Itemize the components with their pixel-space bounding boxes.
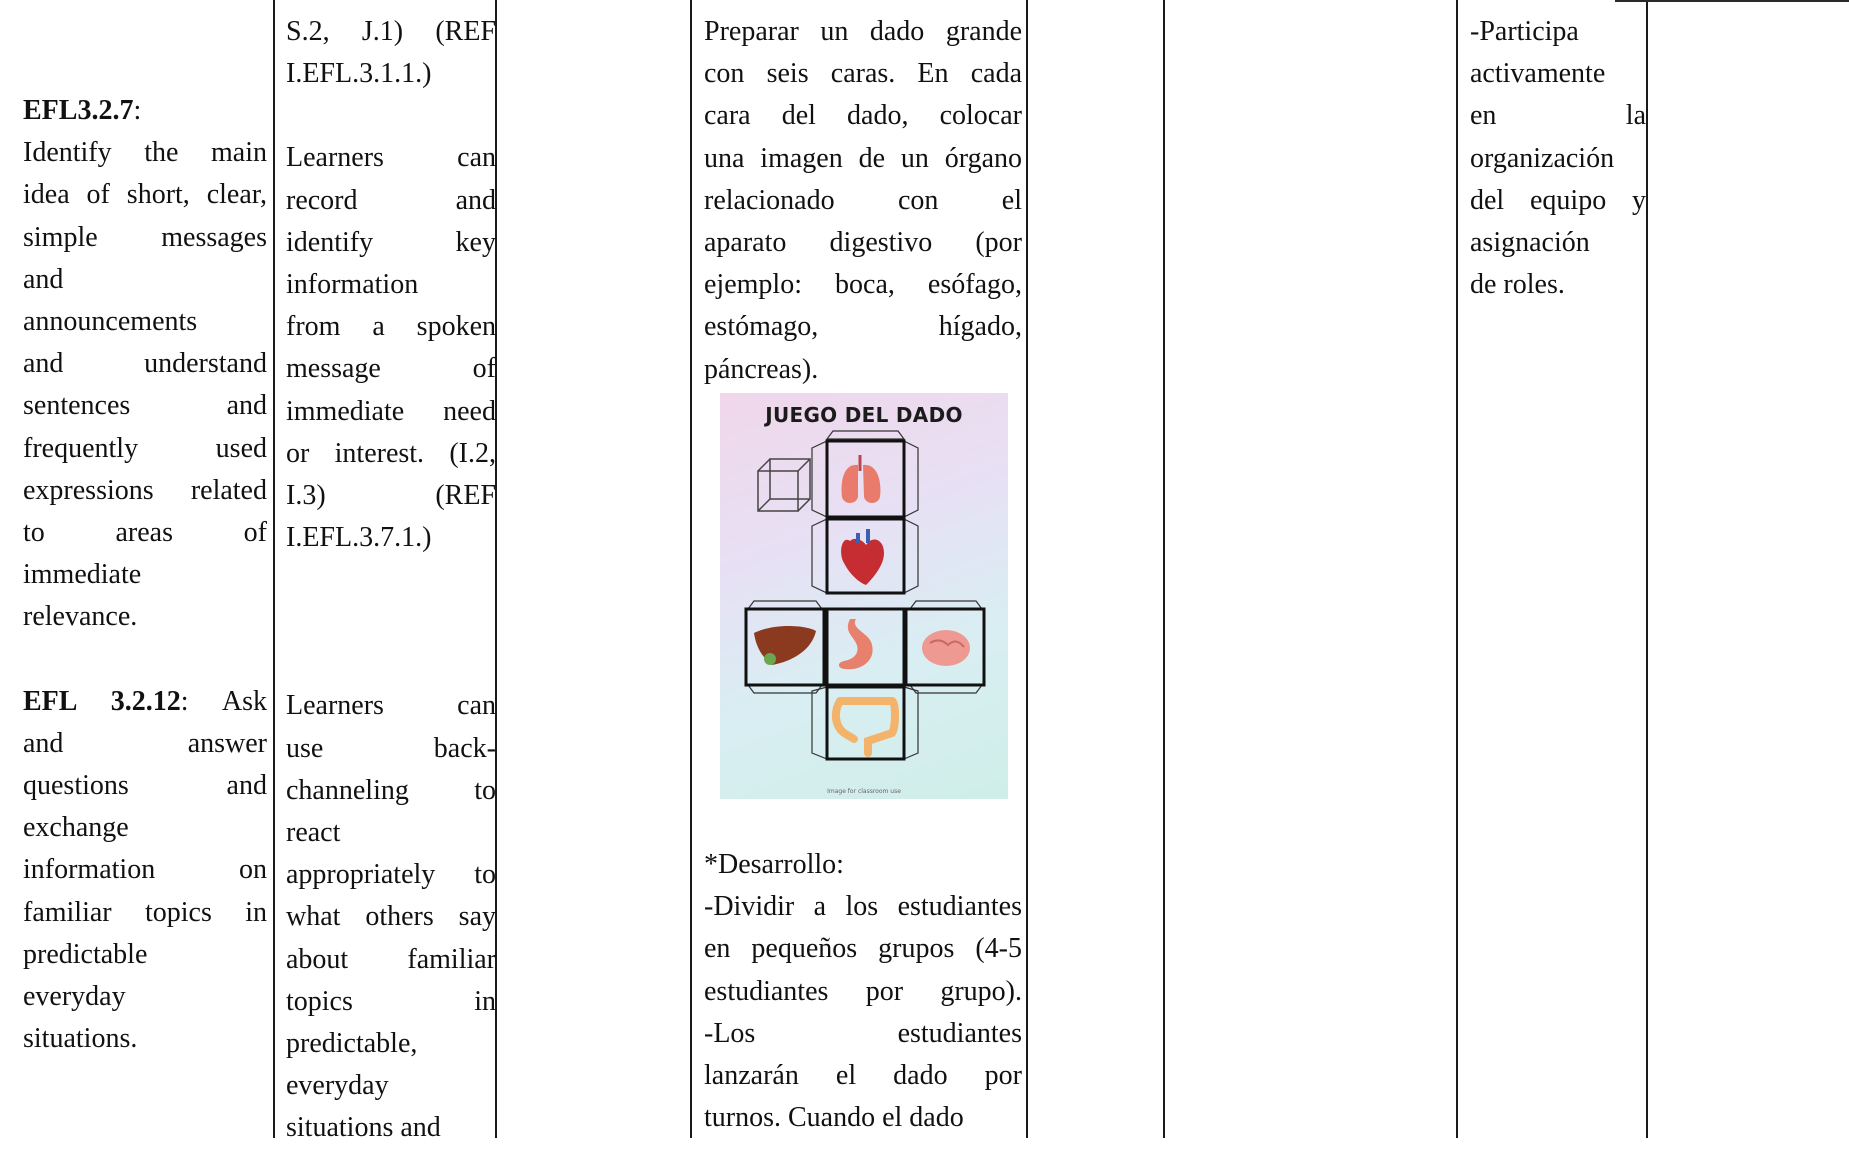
text-line: estudiantes por grupo). <box>704 975 1022 1007</box>
text-line: idea of short, clear, <box>23 179 267 211</box>
text-line: aparato digestivo (por <box>704 227 1022 259</box>
text-line: to areas of <box>23 517 267 549</box>
column-divider <box>1163 0 1165 1138</box>
heart-icon <box>841 529 884 585</box>
text-line: questions and <box>23 770 267 802</box>
text-line: react <box>286 817 341 849</box>
text-line: -Los estudiantes <box>704 1017 1022 1049</box>
text-line: turnos. Cuando el dado <box>704 1102 964 1134</box>
text-line: relevance. <box>23 601 138 633</box>
text-line: I.EFL.3.1.1.) <box>286 58 432 90</box>
text-line: everyday <box>286 1070 389 1102</box>
text-line: lanzarán el dado por <box>704 1060 1022 1092</box>
text-line: everyday <box>23 981 126 1013</box>
column-divider <box>1026 0 1028 1138</box>
text-line <box>23 681 267 723</box>
text-line: identify key <box>286 226 496 258</box>
text-line: en la <box>1470 100 1646 132</box>
text-line: estómago, hígado, <box>704 311 1022 343</box>
text-line: and understand <box>23 348 267 380</box>
text-line: immediate need <box>286 395 496 427</box>
text-line: -Participa <box>1470 16 1579 47</box>
figure-title: JUEGO DEL DADO <box>765 403 963 427</box>
text-line: Identify the main <box>23 137 267 169</box>
column-divider <box>690 0 692 1138</box>
activities-cell-intro <box>704 11 1022 391</box>
text-line: -Dividir a los estudiantes <box>704 891 1022 923</box>
table-top-border <box>1615 0 1849 2</box>
text-line: familiar topics in <box>23 896 267 928</box>
text-line: de roles. <box>1470 269 1565 301</box>
evaluation-cell <box>1470 11 1646 306</box>
activities-cell-development <box>704 844 1022 1139</box>
text-line: con seis caras. En cada <box>704 58 1022 90</box>
text-line: frequently used <box>23 432 267 464</box>
text-line: en pequeños grupos (4-5 <box>704 933 1022 965</box>
stomach-icon <box>839 619 873 669</box>
text-line: appropriately to <box>286 859 496 891</box>
text-line: del equipo y <box>1470 184 1646 216</box>
label-suffix: : <box>133 95 142 126</box>
text-line: una imagen de un órgano <box>704 142 1022 174</box>
text-line: páncreas). <box>704 353 819 385</box>
text-line: from a spoken <box>286 311 496 343</box>
learning-outcomes-cell <box>23 90 267 1060</box>
text-line: message of <box>286 353 496 385</box>
evaluation-indicators-cell <box>286 11 496 1150</box>
text-line <box>23 90 267 132</box>
text-line: predictable, <box>286 1028 418 1060</box>
text-line: organización <box>1470 142 1615 174</box>
text-line: use back- <box>286 732 496 764</box>
liver-icon <box>754 626 816 665</box>
figure-credit: Image for classroom use <box>827 788 901 795</box>
text-line: asignación <box>1470 227 1590 259</box>
text-line: Preparar un dado grande <box>704 16 1022 47</box>
bold-label: 3.2.7 <box>77 95 134 126</box>
text-line: announcements <box>23 306 198 338</box>
text-line: *Desarrollo: <box>704 849 844 880</box>
text-line: information on <box>23 854 267 886</box>
text-line: activamente <box>1470 58 1606 90</box>
text-line: channeling to <box>286 774 496 806</box>
text-line: situations. <box>23 1023 138 1055</box>
bold-label: EFL <box>23 95 78 126</box>
text-line: exchange <box>23 812 129 844</box>
column-divider <box>1646 0 1648 1138</box>
text-line <box>286 559 496 601</box>
intestines-icon <box>836 701 895 753</box>
cube-icon <box>758 459 810 511</box>
text-line <box>286 601 496 643</box>
text-line: I.3) (REF <box>286 480 496 512</box>
text-line: I.EFL.3.7.1.) <box>286 522 432 554</box>
text-line: Learners can <box>286 690 496 722</box>
text-line: and answer <box>23 727 267 759</box>
text-line: about familiar <box>286 943 496 975</box>
label-suffix: : Ask <box>180 685 267 717</box>
text-line: sentences and <box>23 390 267 422</box>
text-line: record and <box>286 184 496 216</box>
column-divider <box>1456 0 1458 1138</box>
text-line: relacionado con el <box>704 184 1022 216</box>
text-line <box>286 95 496 137</box>
text-line: expressions related <box>23 474 267 506</box>
text-line: topics in <box>286 985 496 1017</box>
brain-icon <box>922 630 970 666</box>
lungs-icon <box>842 455 881 503</box>
text-line: ejemplo: boca, esófago, <box>704 269 1022 301</box>
dice-net-illustration <box>720 393 1008 799</box>
text-line: cara del dado, colocar <box>704 100 1022 132</box>
text-line <box>286 643 496 685</box>
text-line: situations and <box>286 1112 441 1144</box>
text-line <box>23 639 267 681</box>
column-divider <box>273 0 275 1138</box>
text-line: immediate <box>23 559 142 591</box>
text-line: what others say <box>286 901 496 933</box>
dice-game-figure <box>720 393 1008 799</box>
text-line: information <box>286 269 419 301</box>
bold-label: EFL 3.2.12 <box>23 685 181 717</box>
text-line: simple messages <box>23 221 267 253</box>
text-line: Learners can <box>286 142 496 174</box>
text-line: or interest. (I.2, <box>286 437 496 469</box>
text-line: predictable <box>23 938 148 970</box>
text-line: and <box>23 263 64 295</box>
text-line: S.2, J.1) (REF <box>286 16 496 47</box>
